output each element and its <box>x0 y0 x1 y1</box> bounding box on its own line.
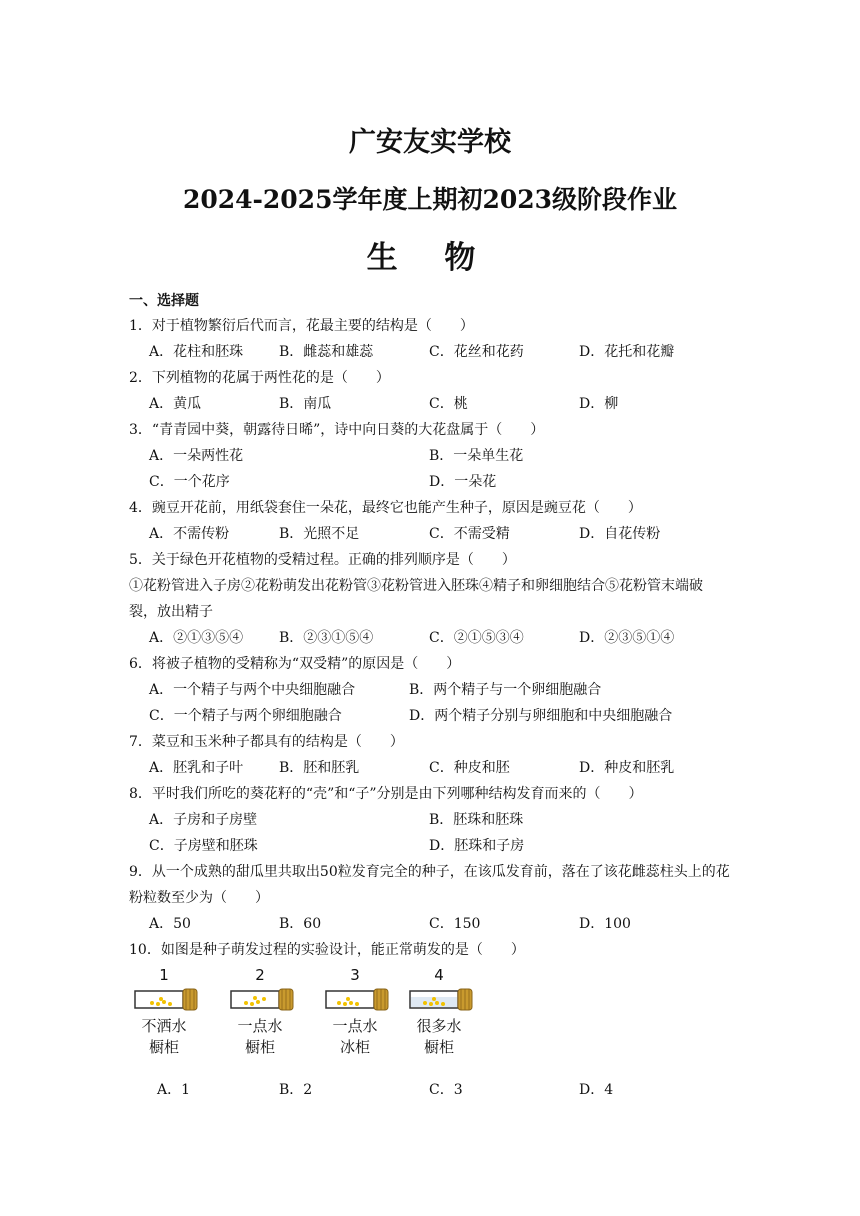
option-c[interactable]: C．子房壁和胚珠 <box>149 838 258 854</box>
option-c[interactable]: C．种皮和胚 <box>429 760 510 776</box>
tube-label: 不洒水 橱柜 <box>141 1017 187 1056</box>
option-c[interactable]: C．一个花序 <box>149 474 230 490</box>
tube-number: 3 <box>350 966 360 984</box>
option-d[interactable]: D．胚珠和子房 <box>429 838 525 854</box>
option-d[interactable]: D．4 <box>579 1082 614 1098</box>
option-b[interactable]: B．光照不足 <box>279 526 360 542</box>
option-d[interactable]: D．花托和花瓣 <box>579 344 675 360</box>
question-3-stem: 3．“青青园中葵，朝露待日晞”，诗中向日葵的大花盘属于（ ） <box>129 422 545 438</box>
question-8-options-row2 <box>149 833 749 859</box>
option-c[interactable]: C．150 <box>429 916 481 932</box>
section-title: 一、选择题 <box>129 293 199 309</box>
question-1-options <box>149 339 749 365</box>
option-d[interactable]: D．②③⑤①④ <box>579 630 675 646</box>
option-b[interactable]: B．2 <box>279 1082 313 1098</box>
option-b[interactable]: B．60 <box>279 916 322 932</box>
question-10-options <box>157 1077 757 1103</box>
tube-label: 很多水 橱柜 <box>416 1017 462 1056</box>
test-tube-icon <box>409 988 475 1012</box>
option-d[interactable]: D．种皮和胚乳 <box>579 760 675 776</box>
question-6-options-row2 <box>149 703 749 729</box>
option-c[interactable]: C．花丝和花药 <box>429 344 524 360</box>
question-2-options <box>149 391 749 417</box>
option-b[interactable]: B．雌蕊和雄蕊 <box>279 344 374 360</box>
option-a[interactable]: A．不需传粉 <box>149 526 230 542</box>
option-a[interactable]: A．50 <box>149 916 191 932</box>
question-5-options <box>149 625 749 651</box>
question-6-stem: 6．将被子植物的受精称为“双受精”的原因是（ ） <box>129 656 461 672</box>
question-6-options-row1 <box>149 677 749 703</box>
option-b[interactable]: B．②③①⑤④ <box>279 630 374 646</box>
option-d[interactable]: D．一朵花 <box>429 474 497 490</box>
question-8-options-row1 <box>149 807 749 833</box>
option-a[interactable]: A．子房和子房壁 <box>149 812 258 828</box>
option-a[interactable]: A．花柱和胚珠 <box>149 344 244 360</box>
option-c[interactable]: C．不需受精 <box>429 526 510 542</box>
tube-number: 1 <box>159 966 169 984</box>
question-9-options <box>149 911 749 937</box>
question-7-stem: 7．菜豆和玉米种子都具有的结构是（ ） <box>129 734 404 750</box>
option-b[interactable]: B．胚和胚乳 <box>279 760 360 776</box>
question-2-stem: 2．下列植物的花属于两性花的是（ ） <box>129 370 390 386</box>
question-5-stem: 5．关于绿色开花植物的受精过程。正确的排列顺序是（ ） <box>129 552 516 568</box>
question-3-options-row1 <box>149 443 749 469</box>
germination-figure <box>129 966 489 1066</box>
question-7-options <box>149 755 749 781</box>
tube-label: 一点水 橱柜 <box>237 1017 283 1056</box>
option-a[interactable]: A．胚乳和子叶 <box>149 760 244 776</box>
option-a[interactable]: A．1 <box>157 1082 191 1098</box>
question-8-stem: 8．平时我们所吃的葵花籽的“壳”和“子”分别是由下列哪种结构发育而来的（ ） <box>129 786 643 802</box>
question-9-stem: 9．从一个成熟的甜瓜里共取出50粒发育完全的种子，在该瓜发育前，落在了该花雌蕊柱头上的花粉粒数至少为（ ） <box>129 864 730 906</box>
question-5-sequence: ①花粉管进入子房②花粉萌发出花粉管③花粉管进入胚珠④精子和卵细胞结合⑤花粉管末端破裂，放出精子 <box>129 578 703 620</box>
option-d[interactable]: D．100 <box>579 916 631 932</box>
option-a[interactable]: A．黄瓜 <box>149 396 202 412</box>
option-c[interactable]: C．②①⑤③④ <box>429 630 524 646</box>
option-c[interactable]: C．桃 <box>429 396 468 412</box>
tube-number: 2 <box>255 966 265 984</box>
test-tube-icon <box>134 988 200 1012</box>
option-b[interactable]: B．一朵单生花 <box>429 448 524 464</box>
option-b[interactable]: B．南瓜 <box>279 396 332 412</box>
test-tube-icon <box>325 988 391 1012</box>
option-a[interactable]: A．②①③⑤④ <box>149 630 244 646</box>
tube-label: 一点水 冰柜 <box>332 1017 378 1056</box>
option-d[interactable]: D．自花传粉 <box>579 526 661 542</box>
option-a[interactable]: A．一朵两性花 <box>149 448 244 464</box>
question-1-stem: 1．对于植物繁衍后代而言，花最主要的结构是（ ） <box>129 318 474 334</box>
test-tube-icon <box>230 988 296 1012</box>
school-name: 广安友实学校 <box>349 127 511 158</box>
option-b[interactable]: B．两个精子与一个卵细胞融合 <box>409 682 602 698</box>
option-d[interactable]: D．两个精子分别与卵细胞和中央细胞融合 <box>409 708 673 724</box>
option-d[interactable]: D．柳 <box>579 396 619 412</box>
exam-title: 2024-2025学年度上期初2023级阶段作业 <box>182 185 678 214</box>
option-c[interactable]: C．一个精子与两个卵细胞融合 <box>149 708 342 724</box>
option-c[interactable]: C．3 <box>429 1082 463 1098</box>
question-4-stem: 4．豌豆开花前，用纸袋套住一朵花，最终它也能产生种子，原因是豌豆花（ ） <box>129 500 642 516</box>
question-4-options <box>149 521 749 547</box>
option-b[interactable]: B．胚珠和胚珠 <box>429 812 524 828</box>
subject-title: 生 物 <box>366 240 494 276</box>
question-3-options-row2 <box>149 469 749 495</box>
question-10-stem: 10．如图是种子萌发过程的实验设计，能正常萌发的是（ ） <box>129 942 525 958</box>
option-a[interactable]: A．一个精子与两个中央细胞融合 <box>149 682 356 698</box>
tube-number: 4 <box>434 966 444 984</box>
